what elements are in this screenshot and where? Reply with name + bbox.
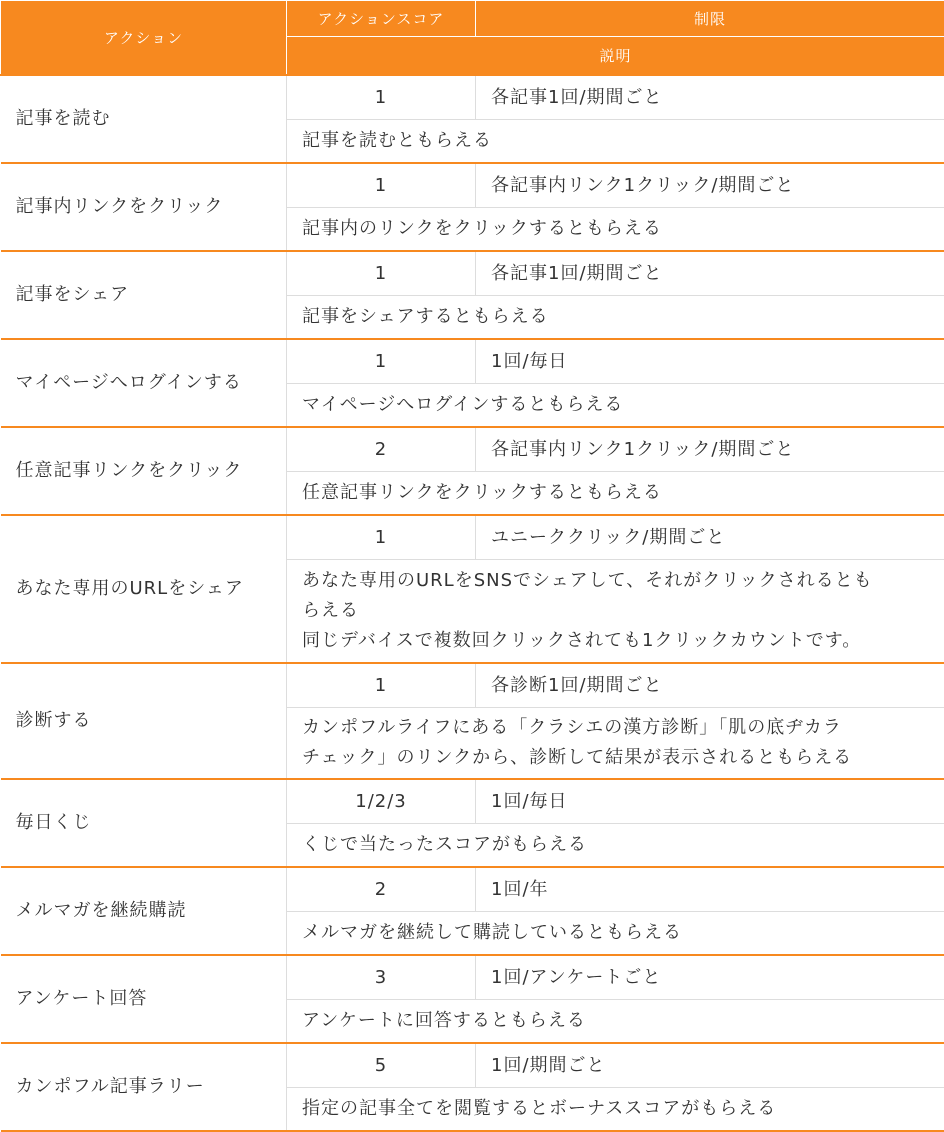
action-cell: アンケート回答 — [1, 955, 287, 1043]
score-cell: 2 — [287, 427, 476, 472]
header-description: 説明 — [287, 37, 944, 76]
description-cell — [287, 560, 944, 664]
header-limit: 制限 — [476, 1, 944, 37]
description-cell: マイページへログインするともらえる — [287, 384, 944, 428]
limit-cell: ユニーククリック/期間ごと — [476, 515, 944, 560]
action-cell: 診断する — [1, 663, 287, 779]
description-cell: 記事内のリンクをクリックするともらえる — [287, 208, 944, 252]
limit-cell: 1回/年 — [476, 867, 944, 912]
description-cell: くじで当たったスコアがもらえる — [287, 824, 944, 868]
description-cell: 記事を読むともらえる — [287, 120, 944, 164]
action-cell: 記事をシェア — [1, 251, 287, 339]
score-cell: 2 — [287, 867, 476, 912]
score-cell: 1 — [287, 663, 476, 708]
score-cell: 5 — [287, 1043, 476, 1088]
description-line: カンポフルライフにある「クラシエの漢方診断」「肌の底ヂカラ — [302, 713, 930, 743]
description-cell: メルマガを継続して購読しているともらえる — [287, 912, 944, 956]
description-cell: 任意記事リンクをクリックするともらえる — [287, 472, 944, 516]
description-line: 同じデバイスで複数回クリックされても1クリックカウントです。 — [302, 626, 930, 656]
limit-cell: 各診断1回/期間ごと — [476, 663, 944, 708]
header-score: アクションスコア — [287, 1, 476, 37]
action-cell: マイページへログインする — [1, 339, 287, 427]
limit-cell: 各記事内リンク1クリック/期間ごと — [476, 163, 944, 208]
score-cell: 1 — [287, 163, 476, 208]
score-cell: 1 — [287, 515, 476, 560]
description-line: らえる — [302, 596, 930, 626]
action-cell: あなた専用のURLをシェア — [1, 515, 287, 663]
score-cell: 1 — [287, 339, 476, 384]
limit-cell: 1回/アンケートごと — [476, 955, 944, 1000]
action-cell: カンポフル記事ラリー — [1, 1043, 287, 1131]
action-cell: 記事を読む — [1, 75, 287, 163]
limit-cell: 1回/期間ごと — [476, 1043, 944, 1088]
description-line: あなた専用のURLをSNSでシェアして、それがクリックされるとも — [302, 566, 930, 596]
action-cell: 任意記事リンクをクリック — [1, 427, 287, 515]
description-cell — [287, 708, 944, 780]
action-cell: 毎日くじ — [1, 779, 287, 867]
score-cell: 3 — [287, 955, 476, 1000]
score-cell: 1 — [287, 75, 476, 120]
limit-cell: 各記事内リンク1クリック/期間ごと — [476, 427, 944, 472]
limit-cell: 1回/毎日 — [476, 779, 944, 824]
limit-cell: 各記事1回/期間ごと — [476, 75, 944, 120]
limit-cell: 1回/毎日 — [476, 339, 944, 384]
score-cell: 1 — [287, 251, 476, 296]
description-cell: 記事をシェアするともらえる — [287, 296, 944, 340]
header-action: アクション — [1, 1, 287, 76]
description-cell: 指定の記事全てを閲覧するとボーナススコアがもらえる — [287, 1088, 944, 1132]
action-cell: 記事内リンクをクリック — [1, 163, 287, 251]
score-cell: 1/2/3 — [287, 779, 476, 824]
limit-cell: 各記事1回/期間ごと — [476, 251, 944, 296]
description-line: チェック」のリンクから、診断して結果が表示されるともらえる — [302, 743, 930, 773]
action-cell: メルマガを継続購読 — [1, 867, 287, 955]
description-cell: アンケートに回答するともらえる — [287, 1000, 944, 1044]
